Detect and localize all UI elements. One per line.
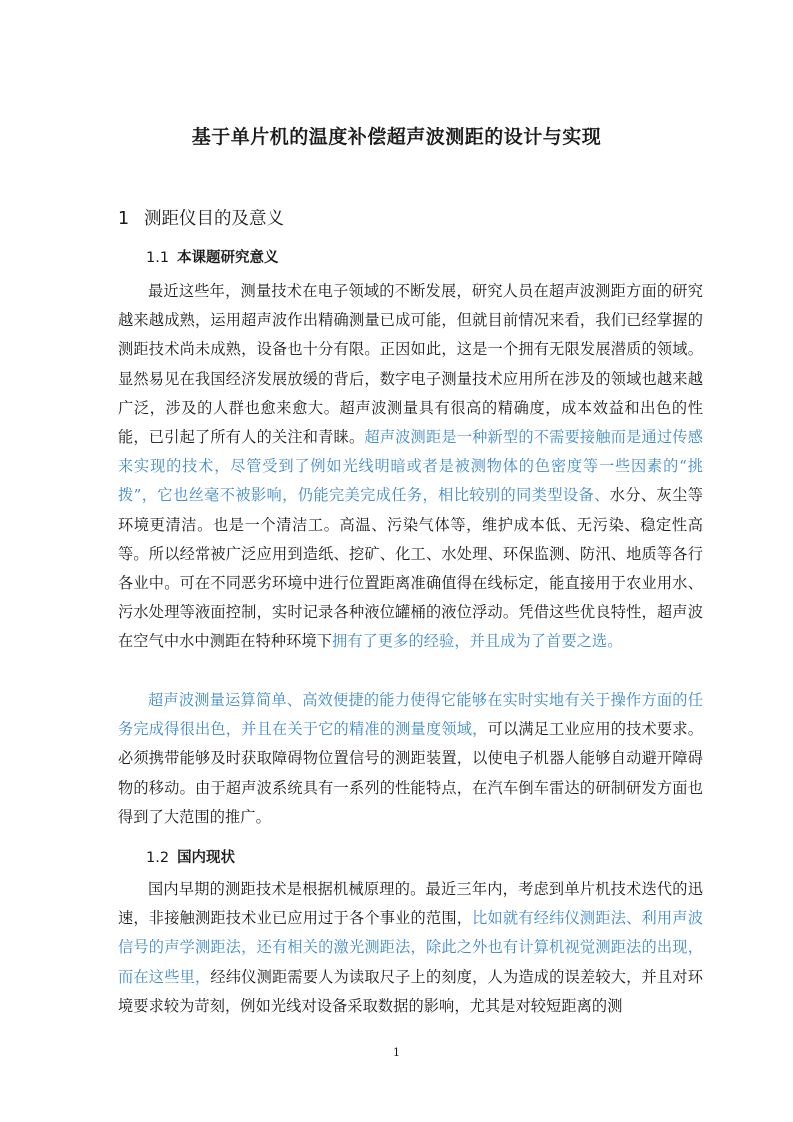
paragraph-highlight-text: 比如就有经纬仪测距法、利用声波信号的声学测距法，还有相关的激光测距法，除此之外也有计算机视觉测距法的出现，而在这些里， [118,909,703,986]
section-title: 测距仪目的及意义 [144,209,284,229]
paragraph-text: 经纬仪测距需要人为读取尺子上的刻度，人为造成的误差较大，并且对环境要求较为苛刻，例如光线对设备采取数据的影响，尤其是对较短距离的测 [118,967,703,1015]
subsection-title: 国内现状 [177,850,236,866]
paragraph-text: 水分、灰尘等环境更清洁。也是一个清洁工。高温、污染气体等，维护成本低、无污染、稳定性高等。所以经常被广泛应用到造纸、挖矿、化工、水处理、环保监测、防汛、地质等各行各业中。可在不同恶劣环境中进行位置距离准确值得在线标定，能直接用于农业用水、污水处理等液面控制，实时记录各种液位罐桶的液位浮动。凭借这些优良特性，超声波在空气中水中测距在特种环境下 [118,486,703,651]
subsection-title: 本课题研究意义 [177,250,279,266]
paragraph-text: 国内早期的测距技术是根据机械原理的。最近三年内，考虑到单片机技术迭代的迅速，非接触测距技术业已应用过于各个事业的范围， [118,880,703,928]
subsection-number: 1.2 [146,850,170,866]
paragraph-domestic-status [118,875,703,1021]
paragraph-highlight-text: 超声波测量运算简单、高效便捷的能力使得它能够在实时实地有关于操作方面的任务完成得很出色，并且在关于它的精准的测量度领域， [118,691,703,739]
subsection-number: 1.1 [146,250,170,266]
paragraph-research-significance [118,277,703,657]
paragraph-ultrasonic-advantages [118,686,703,832]
document-title: 基于单片机的温度补偿超声波测距的设计与实现 [191,126,602,148]
paragraph-text: 最近这些年，测量技术在电子领域的不断发展，研究人员在超声波测距方面的研究越来越成熟，运用超声波作出精确测量已成可能，但就目前情况来看，我们已经掌握的测距技术尚未成熟，设备也十分有限。正因如此，这是一个拥有无限发展潜质的领域。显然易见在我国经济发展放缓的背后，数字电子测量技术应用所在涉及的领域也越来越广泛，涉及的人群也愈来愈大。超声波测量具有很高的精确度，成本效益和出色的性能，已引起了所有人的关注和青睐。 [118,282,703,447]
paragraph-highlight-text: 超声波测距是一种新型的不需要接触而是通过传感来实现的技术，尽管受到了例如光线明暗或者是被测物体的色密度等一些因素的“挑拨”，它也丝毫不被影响，仍能完美完成任务，相比较别的同类型设备、 [118,428,703,505]
paragraph-text: 可以满足工业应用的技术要求。必须携带能够及时获取障碍物位置信号的测距装置，以使电子机器人能够自动避开障碍物的移动。由于超声波系统具有一系列的性能特点，在汽车倒车雷达的研制研发方面也得到了大范围的推广。 [118,720,703,826]
section-number: 1 [118,209,130,229]
subsection-heading-1-1 [146,247,279,269]
subsection-heading-1-2 [146,847,235,869]
section-heading-1 [118,206,284,232]
paragraph-highlight-text: 拥有了更多的经验，并且成为了首要之选。 [332,632,623,651]
page-number: 1 [393,1046,400,1059]
